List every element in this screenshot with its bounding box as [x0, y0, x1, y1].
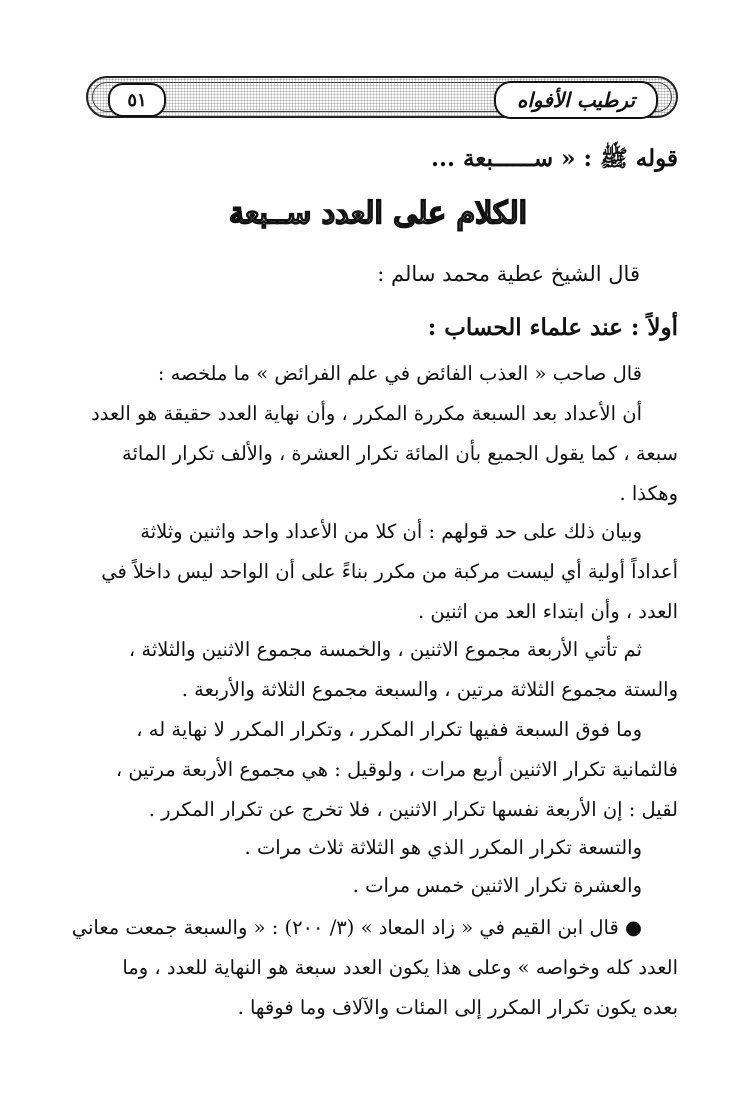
paragraph-4	[78, 630, 678, 710]
text-line: والعشرة تكرار الاثنين خمس مرات .	[352, 874, 642, 897]
paragraph-1	[78, 354, 678, 394]
paragraph-6	[78, 828, 678, 868]
text-line: أن الأعداد بعد السبعة مكررة المكرر ، وأن نهاية العدد حقيقة هو العدد	[91, 402, 642, 425]
page-number: ٥١	[108, 83, 166, 117]
section-heading: الكلام على العدد ســبعة	[228, 196, 528, 231]
text-line: وبيان ذلك على حد قولهم : أن كلا من الأعداد واحد واثنين وثلاثة	[140, 520, 642, 543]
text-line: والستة مجموع الثلاثة مرتين ، والسبعة مجموع الثلاثة والأربعة .	[181, 678, 678, 701]
text-line: فالثمانية تكرار الاثنين أربع مرات ، ولوقيل : هي مجموع الأربعة مرتين ،	[115, 758, 678, 781]
intro-line: قال الشيخ عطية محمد سالم :	[377, 262, 640, 286]
text-line: بعده يكون تكرار المكرر إلى المئات والآلاف وما فوقها .	[237, 996, 678, 1019]
paragraph-7	[78, 866, 678, 906]
text-line: سبعة ، كما يقول الجميع بأن المائة تكرار العشرة ، والألف تكرار المائة	[122, 442, 678, 465]
text-line: والتسعة تكرار المكرر الذي هو الثلاثة ثلاث مرات .	[244, 836, 642, 859]
subheading: أولاً : عند علماء الحساب :	[427, 314, 678, 341]
hadith-reference: قوله ﷺ : « ســــــبعة ...	[431, 145, 678, 172]
text-line: أعداداً أولية أي ليست مركبة من مكرر بناءً على أن الواحد ليس داخلاً في	[101, 560, 678, 583]
book-title: ترطيب الأفواه	[494, 81, 658, 119]
text-line: ثم تأتي الأربعة مجموع الاثنين ، والخمسة مجموع الاثنين والثلاثة ،	[128, 638, 642, 661]
paragraph-3	[78, 512, 678, 632]
text-line: العدد ، وأن ابتداء العد من اثنين .	[417, 600, 678, 623]
text-line: لقيل : إن الأربعة نفسها تكرار الاثنين ، فلا تخرج عن تكرار المكرر .	[148, 798, 678, 821]
text-line: ● قال ابن القيم في « زاد المعاد » (٣/ ٢٠٠) : « والسبعة جمعت معاني	[71, 916, 642, 939]
paragraph-8	[71, 908, 678, 1028]
text-line: قال صاحب « العذب الفائض في علم الفرائض » ما ملخصه :	[157, 362, 642, 385]
paragraph-2	[78, 394, 678, 514]
text-line: العدد كله وخواصه » وعلى هذا يكون العدد سبعة هو النهاية للعدد ، وما	[122, 956, 678, 979]
text-line: وهكذا .	[619, 482, 678, 505]
text-line: وما فوق السبعة ففيها تكرار المكرر ، وتكرار المكرر لا نهاية له ،	[136, 718, 642, 741]
paragraph-5	[78, 710, 678, 830]
